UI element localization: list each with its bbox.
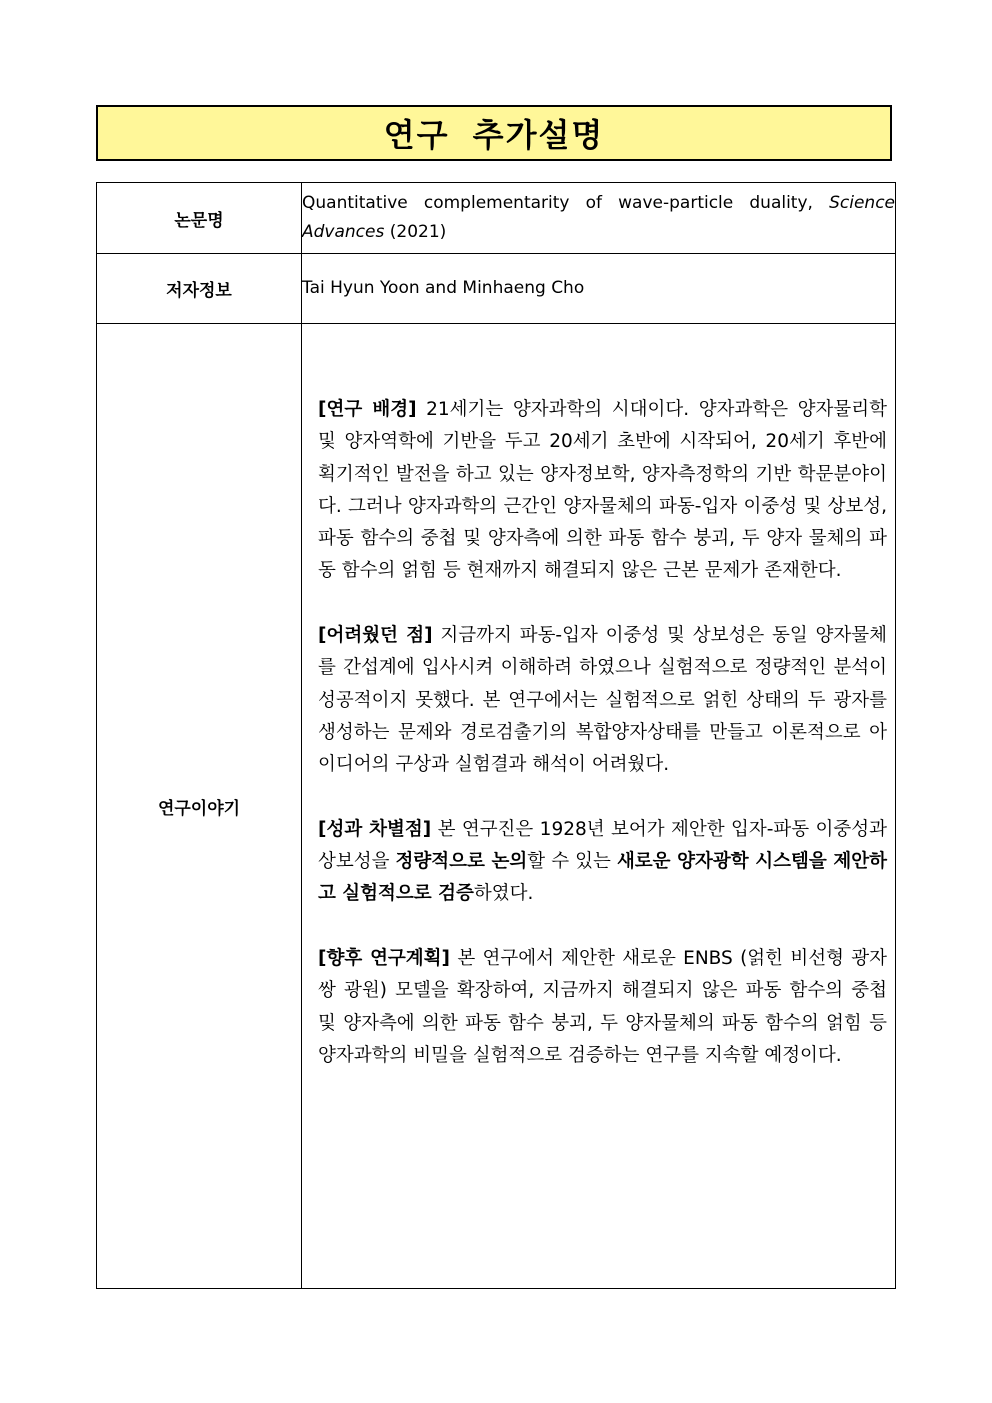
background-text: 21세기는 양자과학의 시대이다. 양자과학은 양자물리학 및 양자역학에 기반을 두고 20세기 초반에 시작되어, 20세기 후반에 획기적인 발전을 하고 있는 양자정보학, 양자측정학의 기반 학문분야이다. 그러나 양자과학의 근간인 양자물체의 파동-입자 이중성 및 상보성, 파동 함수의 중첩 및 양자측에 의한 파동 함수 붕괴, 두 양자 물체의 파동 함수의 얽힘 등 현재까지 해결되지 않은 근본 문제가 존재한다. <box>318 399 887 582</box>
authors-row <box>97 254 896 324</box>
story-difficulty <box>318 620 887 781</box>
paper-year: (2021) <box>389 222 447 242</box>
story-label: 연구이야기 <box>97 324 302 1289</box>
paper-title-text: Quantitative complementarity of wave-particle duality, <box>302 193 813 213</box>
difficulty-heading: [어려웠던 점] <box>318 625 433 647</box>
achievement-text-1: 본 연구진은 1928년 보어가 제안한 입자-파동 이중성과 상보성을 <box>318 818 887 873</box>
story-content <box>302 324 895 1072</box>
future-text: 본 연구에서 제안한 새로운 ENBS (얽힌 비선형 광자쌍 광원) 모델을 확장하여, 지금까지 해결되지 않은 파동 함수의 중첩 및 양자측에 의한 파동 함수 붕괴, 두 양자물체의 파동 함수의 얽힘 등 양자과학의 비밀을 실험적으로 검증하는 연구를 지속할 예정이다. <box>318 948 888 1066</box>
background-heading: [연구 배경] <box>318 399 417 420</box>
paper-row <box>97 183 896 254</box>
paper-value <box>302 183 896 254</box>
paper-journal: Science Advances <box>302 193 895 242</box>
achievement-heading: [성과 차별점] <box>318 818 432 840</box>
achievement-bold-2: 새로운 양자광학 시스템을 제안하고 실험적으로 검증 <box>318 851 887 905</box>
achievement-text-2: 할 수 있는 <box>527 851 611 873</box>
story-background <box>318 394 887 588</box>
future-heading: [향후 연구계획] <box>318 948 451 970</box>
paper-title <box>302 189 895 247</box>
authors-label: 저자정보 <box>97 254 302 324</box>
achievement-text-3: 하였다. <box>473 883 534 905</box>
title-banner <box>96 105 892 161</box>
story-future <box>318 943 887 1072</box>
info-table <box>96 182 896 1289</box>
story-achievement <box>318 814 887 911</box>
story-row <box>97 324 896 1289</box>
story-cell <box>302 324 896 1289</box>
page-title: 연구 추가설명 <box>383 116 605 154</box>
difficulty-text: 지금까지 파동-입자 이중성 및 상보성은 동일 양자물체를 간섭계에 입사시켜 이해하려 하였으나 실험적으로 정량적인 분석이 성공적이지 못했다. 본 연구에서는 실험적으로 얽힌 상태의 두 광자를 생성하는 문제와 경로검출기의 복합양자상태를 만들고 이론적으로 아이디어의 구상과 실험결과 해석이 어려웠다. <box>318 625 887 776</box>
paper-label: 논문명 <box>97 183 302 254</box>
achievement-bold-1: 정량적으로 논의 <box>395 851 528 873</box>
authors-value: Tai Hyun Yoon and Minhaeng Cho <box>302 254 896 324</box>
